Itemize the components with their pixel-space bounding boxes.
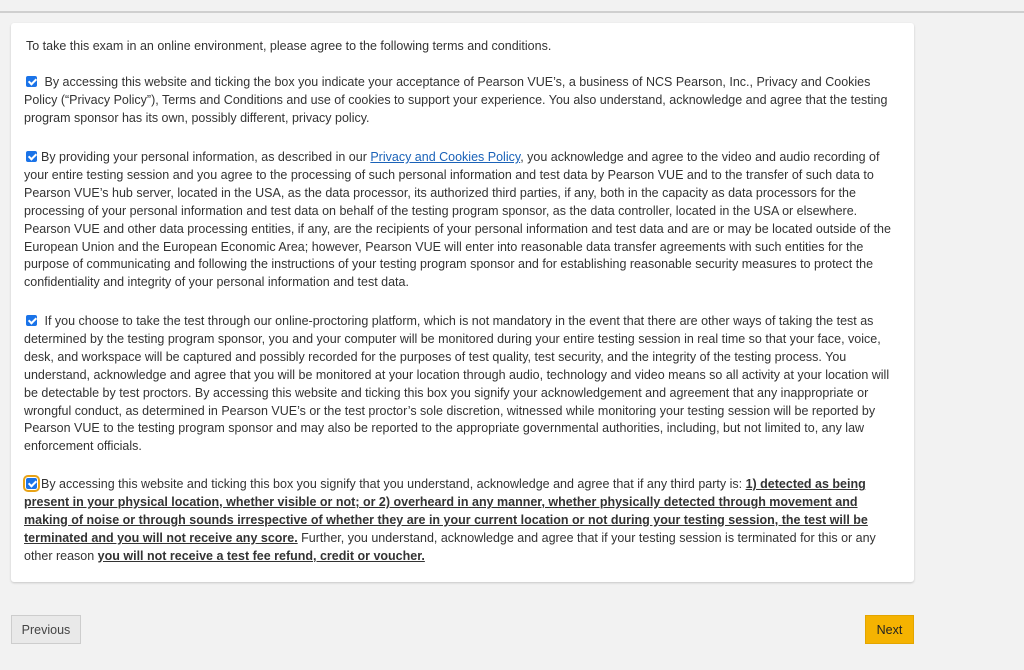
next-button[interactable]: Next (865, 615, 914, 644)
privacy-policy-link[interactable]: Privacy and Cookies Policy (370, 150, 521, 164)
top-divider (0, 0, 1024, 13)
term-text: By accessing this website and ticking this box you signify that you understand, acknowledge and agree that if any third party is: (41, 477, 746, 491)
term-item-online-proctoring (24, 313, 904, 456)
term-text: By accessing this website and ticking the box you indicate your acceptance of Pearson VUE’s, a business of NCS Pearson, Inc., Privacy and Cookies Policy (“Privacy Policy”), Terms and Conditions and use of cookies to support your experience. You also understand, acknowledge and agree that the testing program sponsor has its own, possibly different, privacy policy. (24, 75, 888, 125)
privacy-checkbox[interactable] (26, 76, 37, 87)
term-item-privacy (24, 74, 904, 128)
third-party-checkbox[interactable] (26, 478, 37, 489)
terms-card (11, 23, 914, 582)
data-processing-checkbox[interactable] (26, 151, 37, 162)
term-text: Further, you understand, acknowledge and agree that if your testing session is terminated for this or any other reason (24, 530, 876, 563)
term-text: If you choose to take the test through our online-proctoring platform, which is not mandatory in the event that there are other ways of taking the test as determined by the testing program sponsor, you and your computer will be monitored during your entire testing session in real time so that your face, voice, desk, and workspace will be captured and possibly recorded for the purposes of test quality, test security, and the integrity of the testing process. You understand, acknowledge and agree that you will be monitored at your location through audio, technology and video means so all activity at your location will be detectable by test proctors. By accessing this website and ticking this box you signify your acknowledgement and agreement that any inappropriate or wrongful conduct, as determined in Pearson VUE’s or the test proctor’s sole discretion, witnessed while monitoring your testing session will be reported by Pearson VUE to the testing program sponsor and may also be reported to the appropriate governmental authorities, including, but not limited to, any law enforcement officials. (24, 314, 890, 454)
terms-intro: To take this exam in an online environment, please agree to the following terms and conditions. (26, 39, 552, 53)
refund-warning: you will not receive a test fee refund, credit or voucher. (97, 548, 425, 563)
online-proctoring-checkbox[interactable] (26, 315, 37, 326)
term-text: , you acknowledge and agree to the video and audio recording of your entire testing session and you agree to the processing of such personal information and test data by Pearson VUE and to the transfer of such data to Pearson VUE’s hub server, located in the USA, as the data processor, its authorized third parties, if any, both in the capacity as data processors for the processing of your personal information and test data on behalf of the testing program sponsor, as the data controller, located in the USA or elsewhere. Pearson VUE and other data processing entities, if any, are the recipients of your personal information and test data and are or may be located outside of the European Union and the European Economic Area; however, Pearson VUE will enter into reasonable data transfer agreements with such entities for the purpose of communicating and following the instructions of your testing program sponsor and for establishing reasonable security measures to protect the confidentiality and integrity of your personal information and test data. (24, 150, 891, 290)
term-item-data-processing (24, 149, 904, 292)
previous-button[interactable]: Previous (11, 615, 81, 644)
term-item-third-party (24, 476, 904, 566)
term-text: By providing your personal information, as described in our (41, 150, 371, 164)
termination-warning: 1) detected as being present in your physical location, whether visible or not; or 2) overheard in any manner, whether physically detected through movement and making of noise or through sounds irrespective of whether they are in your current location or not during your testing session, the test will be terminated and you will not receive any score. (24, 477, 868, 545)
